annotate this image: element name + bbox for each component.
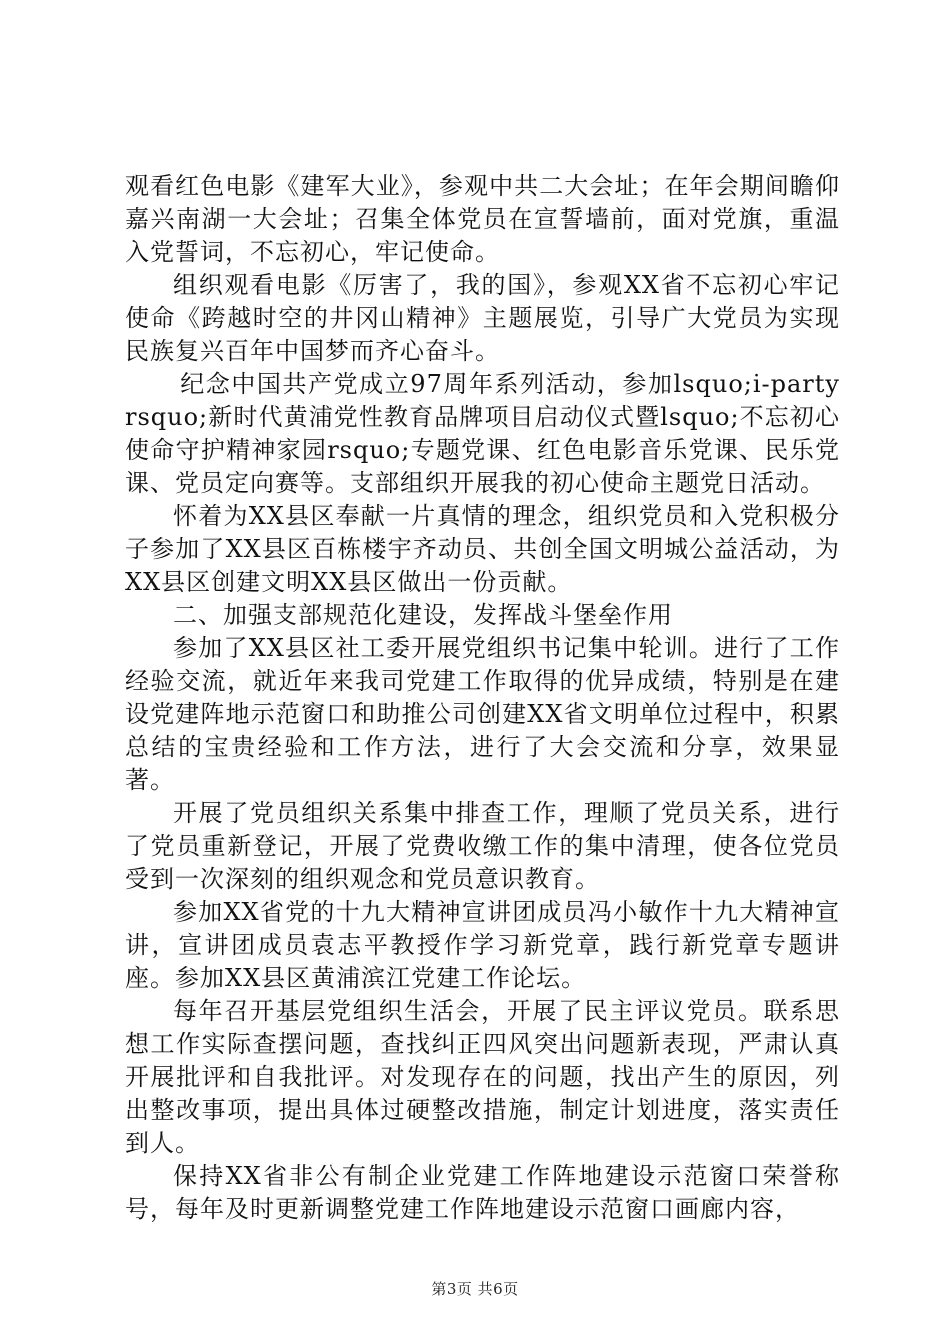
page-footer: 第3页 共6页 (431, 1280, 519, 1298)
document-body (125, 170, 840, 1226)
paragraph-6: 开展了党员组织关系集中排查工作，理顺了党员关系，进行了党员重新登记，开展了党费收缴工作的集中清理，使各位党员受到一次深刻的组织观念和党员意识教育。 (125, 799, 840, 893)
paragraph-8: 每年召开基层党组织生活会，开展了民主评议党员。联系思想工作实际查摆问题，查找纠正四风突出问题新表现，严肃认真开展批评和自我批评。对发现存在的问题，找出产生的原因，列出整改事项，提出具体过硬整改措施，制定计划进度，落实责任到人。 (125, 997, 840, 1157)
paragraph-5: 参加了XX县区社工委开展党组织书记集中轮训。进行了工作经验交流，就近年来我司党建工作取得的优异成绩，特别是在建设党建阵地示范窗口和助推公司创建XX省文明单位过程中，积累总结的宝贵经验和工作方法，进行了大会交流和分享，效果显著。 (125, 634, 840, 794)
paragraph-1: 观看红色电影《建军大业》，参观中共二大会址；在年会期间瞻仰嘉兴南湖一大会址；召集全体党员在宣誓墙前，面对党旗，重温入党誓词，不忘初心，牢记使命。 (125, 172, 840, 266)
section-heading: 二、加强支部规范化建设，发挥战斗堡垒作用 (173, 601, 673, 629)
paragraph-3: 纪念中国共产党成立97周年系列活动，参加lsquo;i-partyrsquo;新时代黄浦党性教育品牌项目启动仪式暨lsquo;不忘初心使命守护精神家园rsquo;专题党课、红色电影音乐党课、民乐党课、党员定向赛等。支部组织开展我的初心使命主题党日活动。 (125, 370, 840, 497)
paragraph-7: 参加XX省党的十九大精神宣讲团成员冯小敏作十九大精神宣讲，宣讲团成员袁志平教授作学习新党章，践行新党章专题讲座。参加XX县区黄浦滨江党建工作论坛。 (125, 898, 840, 992)
paragraph-2: 组织观看电影《厉害了，我的国》，参观XX省不忘初心牢记使命《跨越时空的井冈山精神》主题展览，引导广大党员为实现民族复兴百年中国梦而齐心奋斗。 (125, 271, 840, 365)
paragraph-9: 保持XX省非公有制企业党建工作阵地建设示范窗口荣誉称号，每年及时更新调整党建工作阵地建设示范窗口画廊内容， (125, 1162, 840, 1223)
paragraph-4: 怀着为XX县区奉献一片真情的理念，组织党员和入党积极分子参加了XX县区百栋楼宇齐动员、共创全国文明城公益活动，为XX县区创建文明XX县区做出一份贡献。 (125, 502, 840, 596)
